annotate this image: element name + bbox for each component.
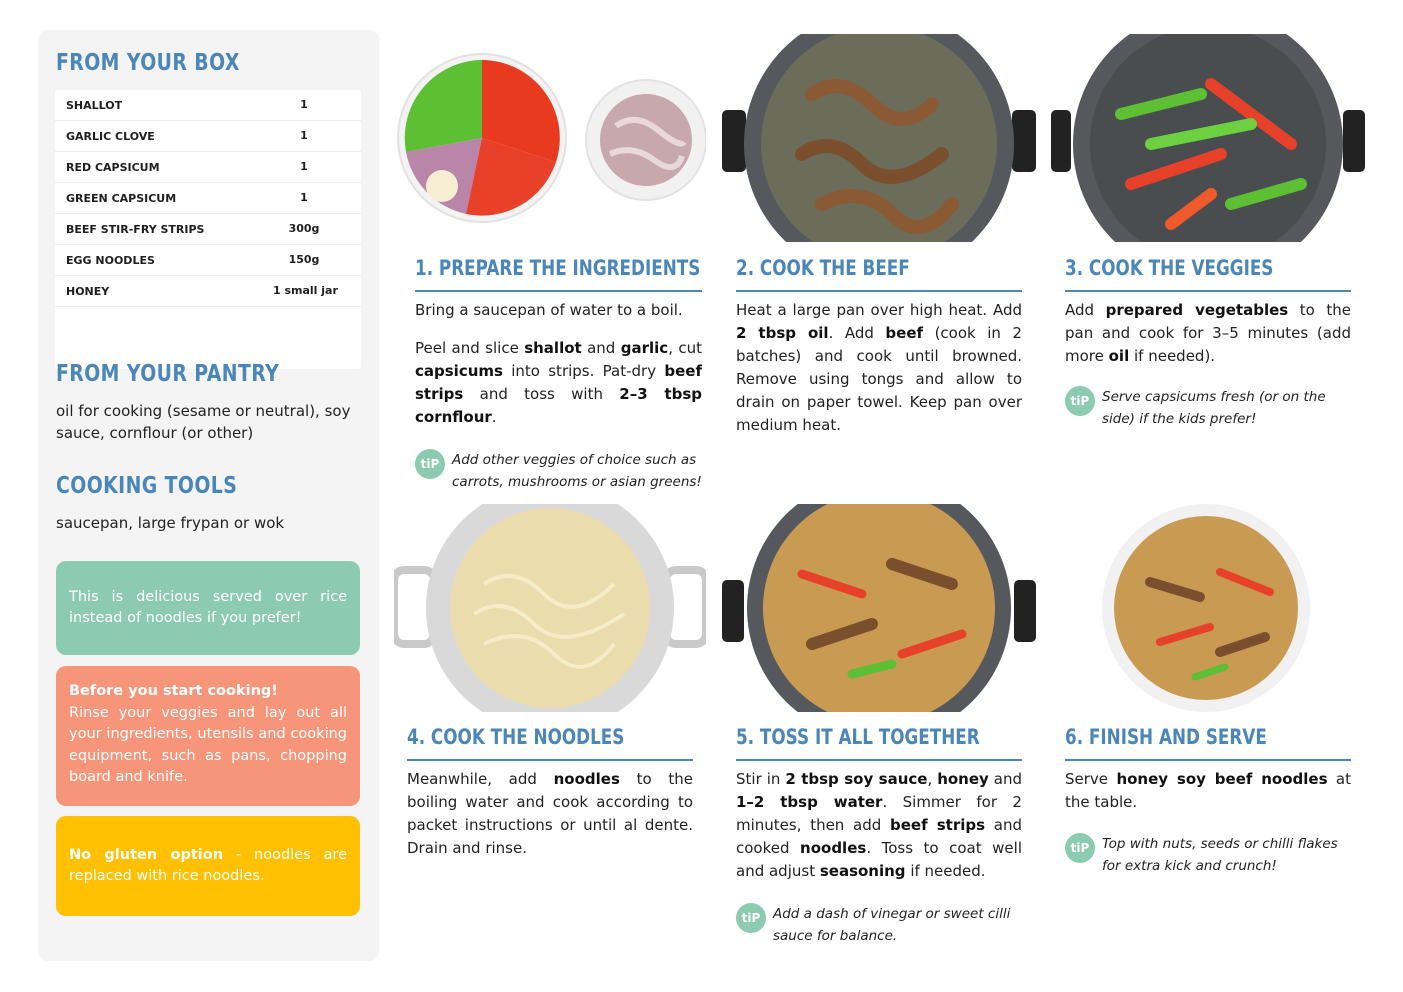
step-5-title: 5. TOSS IT ALL TOGETHER (736, 725, 980, 749)
ingredient-row (55, 121, 361, 152)
bold-ingredient-text: beef strips (889, 816, 986, 834)
step-2-divider (736, 290, 1022, 292)
step-3-title: 3. COOK THE VEGGIES (1065, 256, 1274, 280)
step-1-tip-text: Add other veggies of choice such as carrots, mushrooms or asian greens! (452, 452, 702, 490)
bold-ingredient-text: shallot (524, 339, 582, 357)
step-4-title: 4. COOK THE NOODLES (407, 725, 625, 749)
tip-badge-icon: tiP (415, 449, 445, 479)
instruction-text: , (927, 770, 938, 788)
instruction-text: to the pan and cook for 3–5 minutes (add more (1065, 301, 1351, 365)
from-your-box-title: FROM YOUR BOX (56, 50, 240, 76)
ingredient-name: HONEY (66, 285, 110, 298)
ingredient-row (55, 276, 361, 307)
step-1-divider (415, 290, 702, 292)
bold-ingredient-text: 2 tbsp oil (736, 324, 829, 342)
step-3-paragraph-1 (1065, 299, 1351, 368)
step-3-instructions (1065, 299, 1351, 383)
ingredient-qty: 300g (288, 222, 320, 235)
step-4-divider (407, 759, 693, 761)
step-6-divider (1065, 759, 1351, 761)
bold-ingredient-text: beef (885, 324, 924, 342)
tip-badge-icon: tiP (1065, 386, 1095, 416)
step-6-tip (1065, 833, 1360, 877)
instruction-text: . Simmer for 2 minutes, then add (736, 793, 1022, 834)
step-2-instructions (736, 299, 1022, 452)
bold-ingredient-text: 2–3 tbsp cornflour (415, 385, 702, 426)
cooking-tools-list: saucepan, large frypan or wok (56, 514, 285, 532)
instruction-text: and (581, 339, 621, 357)
step-1-title: 1. PREPARE THE INGREDIENTS (415, 256, 701, 280)
step-3-tip-text: Serve capsicums fresh (or on the side) if the kids prefer! (1102, 389, 1326, 427)
ingredient-row (55, 183, 361, 214)
instruction-text: . Add (828, 324, 886, 342)
instruction-text: Serve (1065, 770, 1117, 788)
instruction-text: to the boiling water and cook according to packet instructions or until al dente. Drain and rinse. (407, 770, 693, 857)
bold-ingredient-text: honey soy beef noodles (1116, 770, 1328, 788)
instruction-text: , cut (668, 339, 702, 357)
sidebar-panel (38, 30, 379, 961)
ingredient-qty: 1 (300, 129, 308, 142)
ingredient-qty: 150g (288, 253, 320, 266)
ingredient-qty: 1 (300, 191, 308, 204)
instruction-text: . (491, 408, 497, 426)
bold-ingredient-text: 1–2 tbsp water (736, 793, 883, 811)
before-cooking-note-title: Before you start cooking! (69, 683, 278, 699)
step-6-tip-text: Top with nuts, seeds or chilli flakes for extra kick and crunch! (1102, 836, 1338, 874)
bold-ingredient-text: honey (937, 770, 989, 788)
bold-ingredient-text: noodles (553, 770, 620, 788)
bold-ingredient-text: oil (1108, 347, 1130, 365)
bold-ingredient-text: prepared vegetables (1105, 301, 1289, 319)
pantry-list: oil for cooking (sesame or neutral), soy sauce, cornflour (or other) (56, 402, 351, 442)
instruction-text: . Toss to coat well and adjust (736, 839, 1022, 880)
ingredients-photo (396, 52, 706, 230)
instruction-text: into strips. Pat-dry (502, 362, 665, 380)
instruction-text: (cook in 2 batches) and cook until browned. Remove using tongs and allow to drain on paper towel. Keep pan over medium heat. (736, 324, 1022, 434)
ingredient-name: GREEN CAPSICUM (66, 192, 177, 205)
instruction-text: and (988, 770, 1022, 788)
gluten-free-note (56, 816, 360, 916)
cooking-veggies-photo (1051, 34, 1365, 242)
before-cooking-note-text: Rinse your veggies and lay out all your ingredients, utensils and cooking equipment, such as pans, chopping board and knife. (69, 704, 347, 785)
rice-serving-note-text: This is delicious served over rice instead of noodles if you prefer! (69, 588, 347, 626)
instruction-text: Stir in (736, 770, 786, 788)
ingredient-qty: 1 (300, 160, 308, 173)
instruction-text: Bring a saucepan of water to a boil. (415, 301, 683, 319)
step-1-paragraph-2 (415, 337, 702, 429)
bold-ingredient-text: 2 tbsp soy sauce (785, 770, 928, 788)
bold-ingredient-text: noodles (800, 839, 867, 857)
step-6-title: 6. FINISH AND SERVE (1065, 725, 1267, 749)
ingredient-row (55, 90, 361, 121)
bold-ingredient-text: garlic (620, 339, 669, 357)
ingredient-name: EGG NOODLES (66, 254, 155, 267)
noodles-colander-photo (394, 504, 706, 712)
instruction-text: Heat a large pan over high heat. Add (736, 301, 1022, 319)
ingredient-row (55, 214, 361, 245)
step-1-paragraph-1 (415, 299, 702, 322)
step-5-instructions (736, 768, 1022, 898)
step-3-tip (1065, 386, 1355, 430)
instruction-text: at the table. (1065, 770, 1352, 811)
finished-dish-photo (1100, 502, 1312, 714)
ingredient-name: SHALLOT (66, 99, 123, 112)
instruction-text: if needed. (905, 862, 986, 880)
step-5-divider (736, 759, 1022, 761)
rice-serving-note (56, 561, 360, 655)
step-4-paragraph-1 (407, 768, 693, 860)
step-6-paragraph-1 (1065, 768, 1351, 814)
instruction-text: if needed). (1129, 347, 1216, 365)
step-2-title: 2. COOK THE BEEF (736, 256, 910, 280)
instruction-text: Meanwhile, add (407, 770, 554, 788)
tip-badge-icon: tiP (736, 903, 766, 933)
tossed-noodles-pan-photo (722, 504, 1036, 712)
ingredient-qty: 1 (300, 98, 308, 111)
ingredient-name: RED CAPSICUM (66, 161, 160, 174)
ingredient-row (55, 152, 361, 183)
step-1-tip (415, 449, 705, 493)
ingredient-name: BEEF STIR-FRY STRIPS (66, 223, 205, 236)
ingredient-row (55, 245, 361, 276)
bold-ingredient-text: beef strips (415, 362, 702, 403)
step-5-tip-text: Add a dash of vinegar or sweet cilli sauce for balance. (773, 906, 1011, 944)
step-3-divider (1065, 290, 1351, 292)
bold-ingredient-text: seasoning (819, 862, 906, 880)
step-4-instructions (407, 768, 693, 875)
instruction-text: and cooked (736, 816, 1022, 857)
step-2-paragraph-1 (736, 299, 1022, 437)
cooking-beef-photo (722, 34, 1036, 242)
tip-badge-icon: tiP (1065, 833, 1095, 863)
step-5-tip (736, 903, 1026, 947)
instruction-text: Add (1065, 301, 1106, 319)
gluten-free-note-text: - noodles are replaced with rice noodles. (69, 846, 347, 884)
step-5-paragraph-1 (736, 768, 1022, 883)
bold-ingredient-text: capsicums (415, 362, 503, 380)
instruction-text: Peel and slice (415, 339, 525, 357)
step-1-instructions (415, 299, 702, 444)
instruction-text: and toss with (463, 385, 620, 403)
ingredient-table (55, 90, 361, 369)
gluten-free-note-title: No gluten option (69, 846, 224, 863)
cooking-tools-title: COOKING TOOLS (56, 473, 238, 499)
ingredient-name: GARLIC CLOVE (66, 130, 155, 143)
ingredient-qty: 1 small jar (273, 284, 338, 297)
step-6-instructions (1065, 768, 1351, 829)
before-cooking-note (56, 666, 360, 806)
from-your-pantry-title: FROM YOUR PANTRY (56, 361, 280, 387)
